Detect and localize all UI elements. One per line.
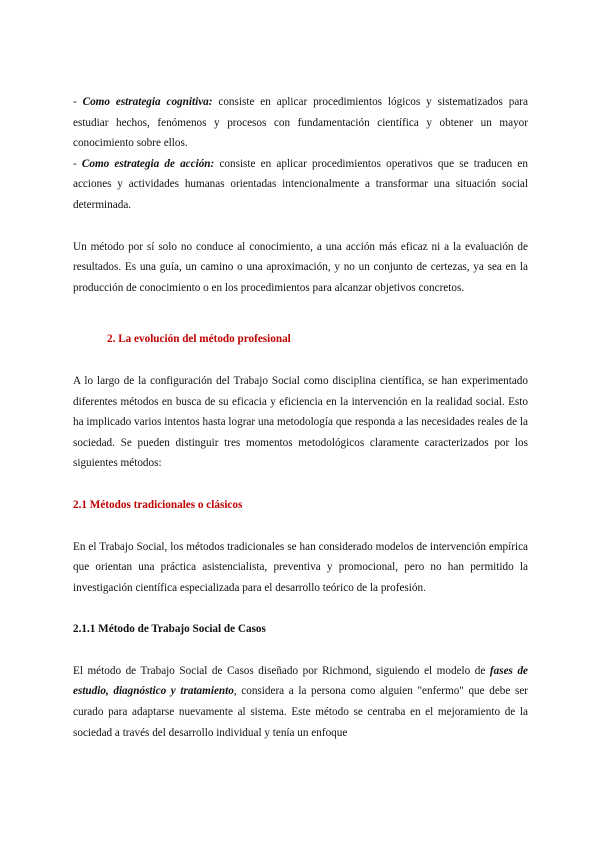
paragraph-traditional-methods: En el Trabajo Social, los métodos tradicionales se han considerado modelos de intervención empírica que orientan una práctica asistencialista, preventiva y promocional, pero no han permitido la investigación científica especializada para el desarrollo teórico de la profesión. [73,540,528,594]
cognitive-strategy-text: consiste en aplicar procedimientos lógicos y sistematizados para estudiar hechos, fenómenos y procesos con fundamentación científica y obtener un mayor conocimiento sobre ellos. [73,96,528,150]
casework-term-phases: de estudio, diagnóstico y tratamiento [73,664,528,698]
casework-text-before: El método de Trabajo Social de Casos diseñado por Richmond, siguiendo el modelo de [73,664,490,677]
paragraph-cognitive-strategy [73,92,528,154]
list-dash: - [73,96,83,108]
term-cognitive-strategy: Como estrategia cognitiva: [82,96,213,108]
paragraph-casework [73,661,528,743]
paragraph-configuration: A lo largo de la configuración del Trabajo Social como disciplina científica, se han experimentado diferentes métodos en busca de su eficacia y eficiencia en la intervención en la realidad social. Esto ha implicado varios intentos hasta lograr una metodología que responda a las necesidades reales de la sociedad. Se pueden distinguir tres momentos metodológicos claramente caracterizados por los siguientes métodos: [73,374,528,470]
casework-term-fases: fases [489,664,513,677]
list-dash: - [73,157,82,170]
page-content [73,92,528,743]
term-action-strategy: Como estrategia de acción: [81,157,215,170]
heading-traditional-methods: 2.1 Métodos tradicionales o clásicos [73,498,243,511]
paragraph-method-guide: Un método por sí solo no conduce al conocimiento, a una acción más eficaz ni a la evaluación de resultados. Es una guía, un camino o una aproximación, y no un conjunto de certezas, ya sea en la producción de conocimiento o en los procedimientos para alcanzar objetivos concretos. [73,240,528,294]
action-strategy-text: consiste en aplicar procedimientos operativos que se traducen en acciones y actividades humanas orientadas intencionalmente a transformar una situación social determinada. [73,157,528,211]
casework-text-after: , considera a la persona como alguien "enfermo" que debe ser curado para adaptarse nuevamente al sistema. Este método se centraba en el mejoramiento de la sociedad a través del desarrollo individual y tenía un enfoque [73,685,529,739]
heading-evolution-method: 2. La evolución del método profesional [107,333,291,346]
paragraph-action-strategy [73,154,528,216]
heading-casework-method: 2.1.1 Método de Trabajo Social de Casos [73,623,266,636]
